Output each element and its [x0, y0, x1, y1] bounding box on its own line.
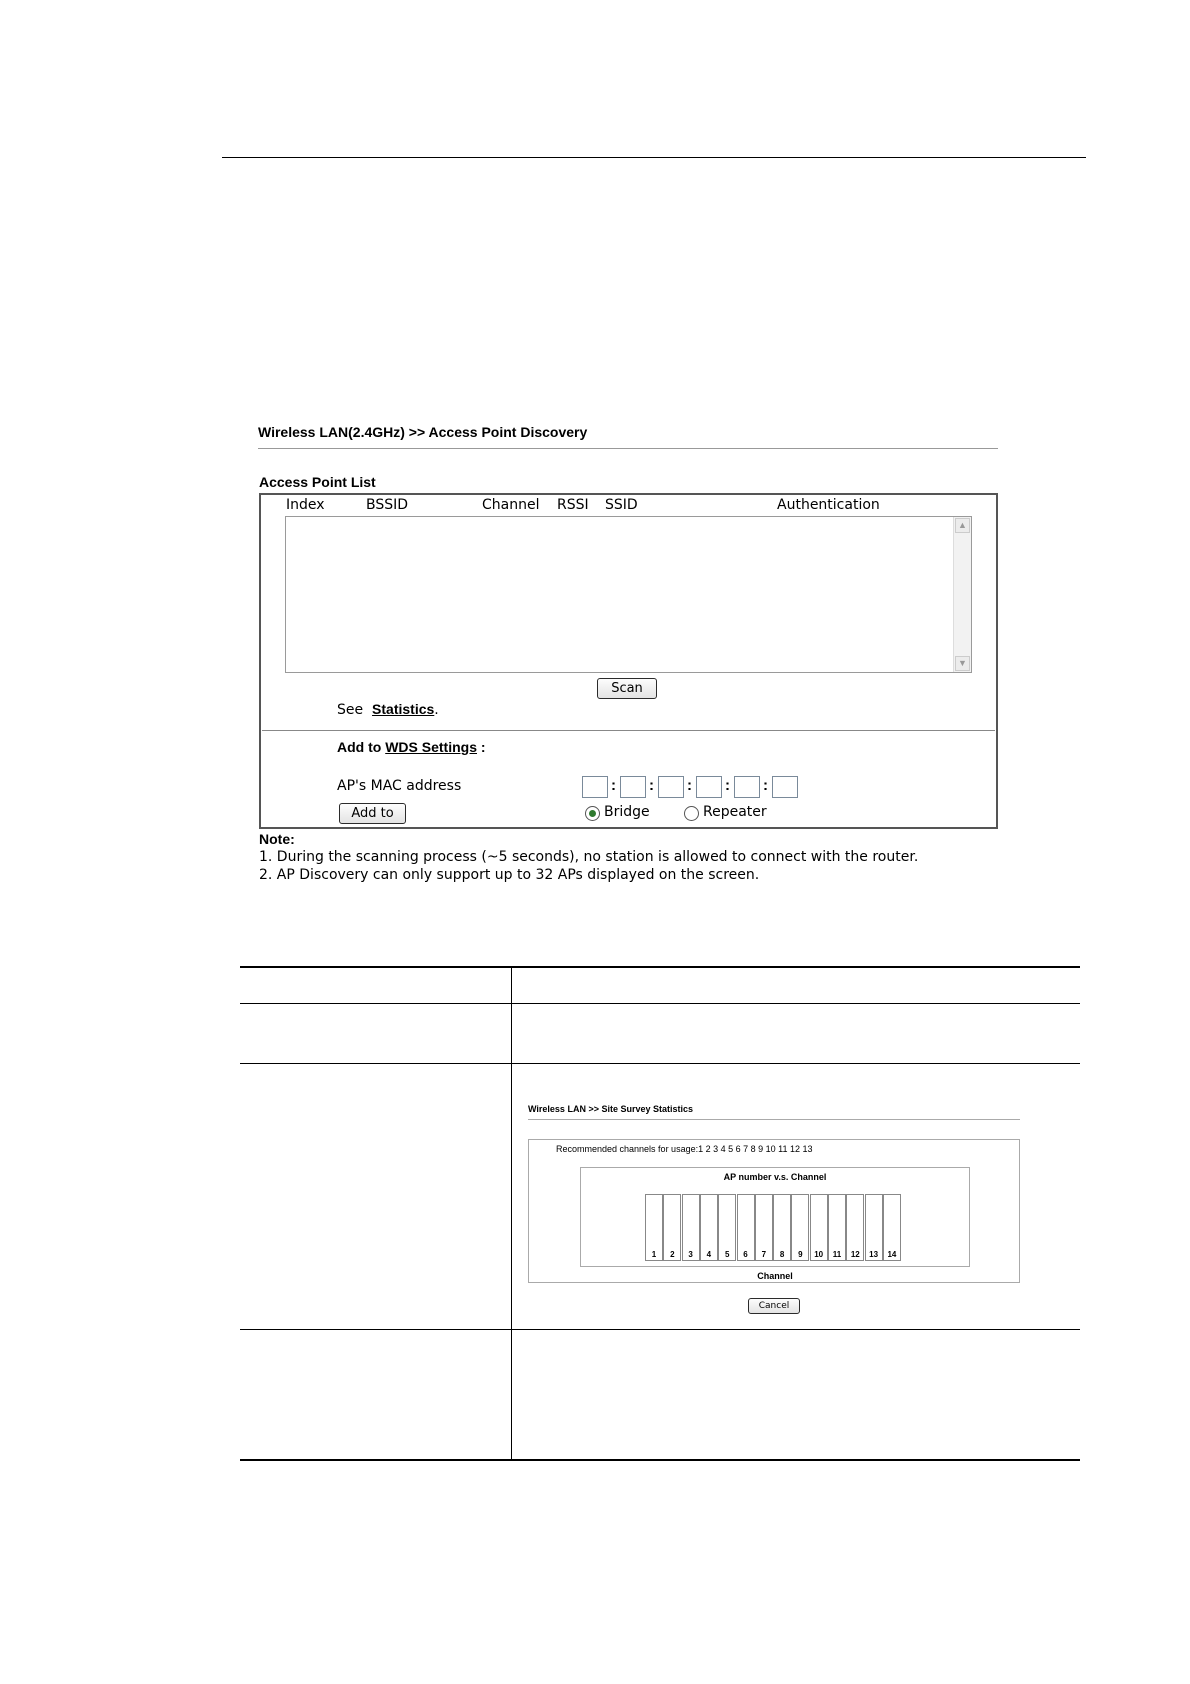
chart-tick-label: 6	[743, 1250, 748, 1259]
cancel-button[interactable]: Cancel	[748, 1298, 800, 1314]
chart-tick-label: 8	[779, 1250, 785, 1259]
bridge-radio[interactable]	[585, 806, 600, 821]
recommended-channels-line	[556, 1144, 813, 1154]
table-top-rule	[240, 966, 1080, 968]
page-top-rule	[222, 157, 1086, 158]
see-statistics-line	[337, 701, 439, 718]
mac-octet-4-input[interactable]	[696, 776, 722, 798]
mac-separator: :	[763, 777, 768, 794]
access-point-list-title: Access Point List	[259, 474, 376, 490]
add-to-prefix: Add to	[337, 739, 382, 755]
breadcrumb: Wireless LAN(2.4GHz) >> Access Point Discovery	[258, 424, 588, 440]
table-row-rule	[240, 1063, 1080, 1064]
chart-tick-label: 13	[869, 1250, 879, 1259]
note-title: Note:	[259, 831, 295, 847]
column-header-ssid: SSID	[605, 497, 638, 513]
chart-tick-label: 14	[887, 1250, 897, 1259]
mac-separator: :	[687, 777, 692, 794]
chart-tick-label: 7	[761, 1250, 767, 1259]
column-header-rssi: RSSI	[557, 497, 589, 513]
chart-tick-label: 9	[798, 1250, 803, 1259]
mac-octet-6-input[interactable]	[772, 776, 798, 798]
statistics-link[interactable]: Statistics	[372, 701, 435, 717]
see-prefix: See	[337, 702, 364, 718]
column-header-authentication: Authentication	[777, 497, 880, 513]
scroll-down-icon[interactable]: ▼	[955, 656, 970, 671]
repeater-radio-label: Repeater	[703, 804, 767, 820]
add-to-suffix: :	[480, 739, 486, 755]
table-column-divider	[511, 966, 512, 1460]
mac-octet-5-input[interactable]	[734, 776, 760, 798]
wds-settings-link[interactable]: WDS Settings	[385, 739, 477, 755]
table-header-rule	[240, 1003, 1080, 1004]
site-survey-breadcrumb: Wireless LAN >> Site Survey Statistics	[528, 1104, 693, 1114]
column-header-index: Index	[286, 497, 325, 513]
site-survey-title-divider	[528, 1119, 1020, 1120]
mac-separator: :	[649, 777, 654, 794]
chart-tick-label: 5	[724, 1250, 730, 1259]
mac-octet-3-input[interactable]	[658, 776, 684, 798]
column-header-bssid: BSSID	[366, 497, 409, 513]
access-point-listbox[interactable]	[285, 516, 972, 673]
add-to-wds-line	[337, 739, 486, 755]
add-to-button[interactable]: Add to	[339, 803, 406, 824]
note-item: 2. AP Discovery can only support up to 32 APs displayed on the screen.	[259, 867, 760, 883]
panel-divider	[262, 730, 995, 731]
chart-tick-label: 4	[706, 1250, 712, 1259]
title-divider	[258, 448, 998, 449]
chart-x-axis-label: Channel	[757, 1271, 793, 1281]
chart-tick-label: 3	[688, 1250, 693, 1259]
table-bottom-rule	[240, 1459, 1080, 1461]
column-header-channel: Channel	[482, 497, 540, 513]
mac-octet-1-input[interactable]	[582, 776, 608, 798]
recommended-label: Recommended channels for usage:	[556, 1144, 699, 1154]
table-row-rule	[240, 1329, 1080, 1330]
chart-tick-label: 11	[832, 1250, 842, 1259]
bridge-radio-label: Bridge	[604, 804, 650, 820]
chart-tick-label: 12	[850, 1250, 860, 1259]
chart-tick-label: 2	[670, 1250, 675, 1259]
scan-button[interactable]: Scan	[597, 678, 657, 699]
repeater-radio[interactable]	[684, 806, 699, 821]
chart-tick-label: 10	[814, 1250, 824, 1259]
mac-address-label: AP's MAC address	[337, 778, 462, 794]
recommended-channels: 1 2 3 4 5 6 7 8 9 10 11 12 13	[698, 1144, 813, 1154]
chart-title: AP number v.s. Channel	[723, 1172, 827, 1182]
scroll-up-icon[interactable]: ▲	[955, 518, 970, 533]
chart-tick-label: 1	[651, 1250, 657, 1259]
mac-separator: :	[725, 777, 730, 794]
see-suffix: .	[434, 702, 439, 718]
note-item: 1. During the scanning process (~5 seconds), no station is allowed to connect with the router.	[259, 849, 919, 865]
mac-octet-2-input[interactable]	[620, 776, 646, 798]
listbox-scrollbar[interactable]	[953, 517, 971, 672]
mac-separator: :	[611, 777, 616, 794]
